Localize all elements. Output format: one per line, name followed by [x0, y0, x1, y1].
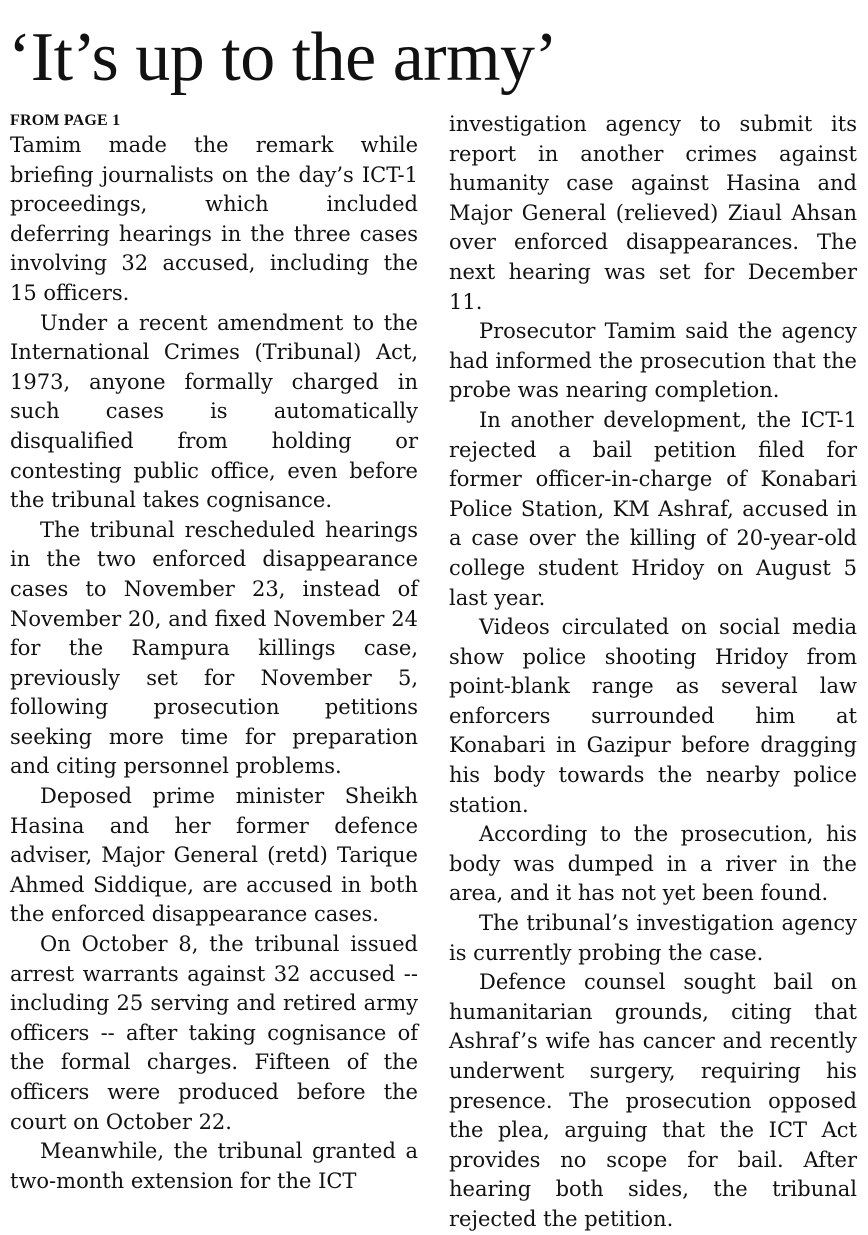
paragraph: Videos circulated on social media show police shooting Hridoy from point-blank range as several law enforcers surrounded him at Konabari in Gazipur before dragging his body towards the nearby police station. — [449, 615, 857, 817]
paragraph: According to the prosecution, his body was dumped in a river in the area, and it has not yet been found. — [449, 822, 857, 906]
paragraph: The tribunal rescheduled hearings in the two enforced disappearance cases to November 23, instead of November 20, and fixed November 24 for the Rampura killings case, previously set for November 5, following prosecution petitions seeking more time for preparation and citing personnel problems. — [10, 517, 418, 779]
paragraph: Meanwhile, the tribunal granted a two-month extension for the ICT — [10, 1139, 418, 1193]
paragraph: The tribunal’s investigation agency is currently probing the case. — [449, 911, 857, 965]
paragraph: Prosecutor Tamim said the agency had informed the prosecution that the probe was nearing completion. — [449, 319, 857, 403]
paragraph: Under a recent amendment to the International Crimes (Tribunal) Act, 1973, anyone formally charged in such cases is automatically disqualified from holding or contesting public office, even before the tribunal takes cognisance. — [10, 310, 418, 513]
paragraph: Deposed prime minister Sheikh Hasina and her former defence adviser, Major General (retd) Tarique Ahmed Siddique, are accused in both the enforced disappearance cases. — [10, 784, 418, 927]
article-column-left — [10, 110, 418, 1196]
paragraph: Defence counsel sought bail on humanitarian grounds, citing that Ashraf’s wife has cancer and recently underwent surgery, requiring his presence. The prosecution opposed the plea, arguing that the ICT Act provides no scope for bail. After hearing both sides, the tribunal rejected the petition. — [449, 970, 857, 1231]
headline: ‘It’s up to the army’ — [8, 19, 558, 96]
paragraph: Tamim made the remark while briefing journalists on the day’s ICT-1 proceedings, which included deferring hearings in the three cases involving 32 accused, including the 15 officers. — [10, 133, 418, 305]
paragraph: On October 8, the tribunal issued arrest warrants against 32 accused -- including 25 serving and retired army officers -- after taking cognisance of the formal charges. Fifteen of the officers were produced before the court on October 22. — [10, 932, 418, 1134]
article-column-right — [449, 110, 857, 1235]
paragraph: In another development, the ICT-1 rejected a bail petition filed for former officer-in-charge of Konabari Police Station, KM Ashraf, accused in a case over the killing of 20-year-old college student Hridoy on August 5 last year. — [449, 407, 857, 610]
kicker: FROM PAGE 1 — [10, 112, 121, 129]
paragraph: investigation agency to submit its report in another crimes against humanity case against Hasina and Major General (relieved) Ziaul Ahsan over enforced disappearances. The next hearing was set for December 11. — [449, 112, 857, 314]
